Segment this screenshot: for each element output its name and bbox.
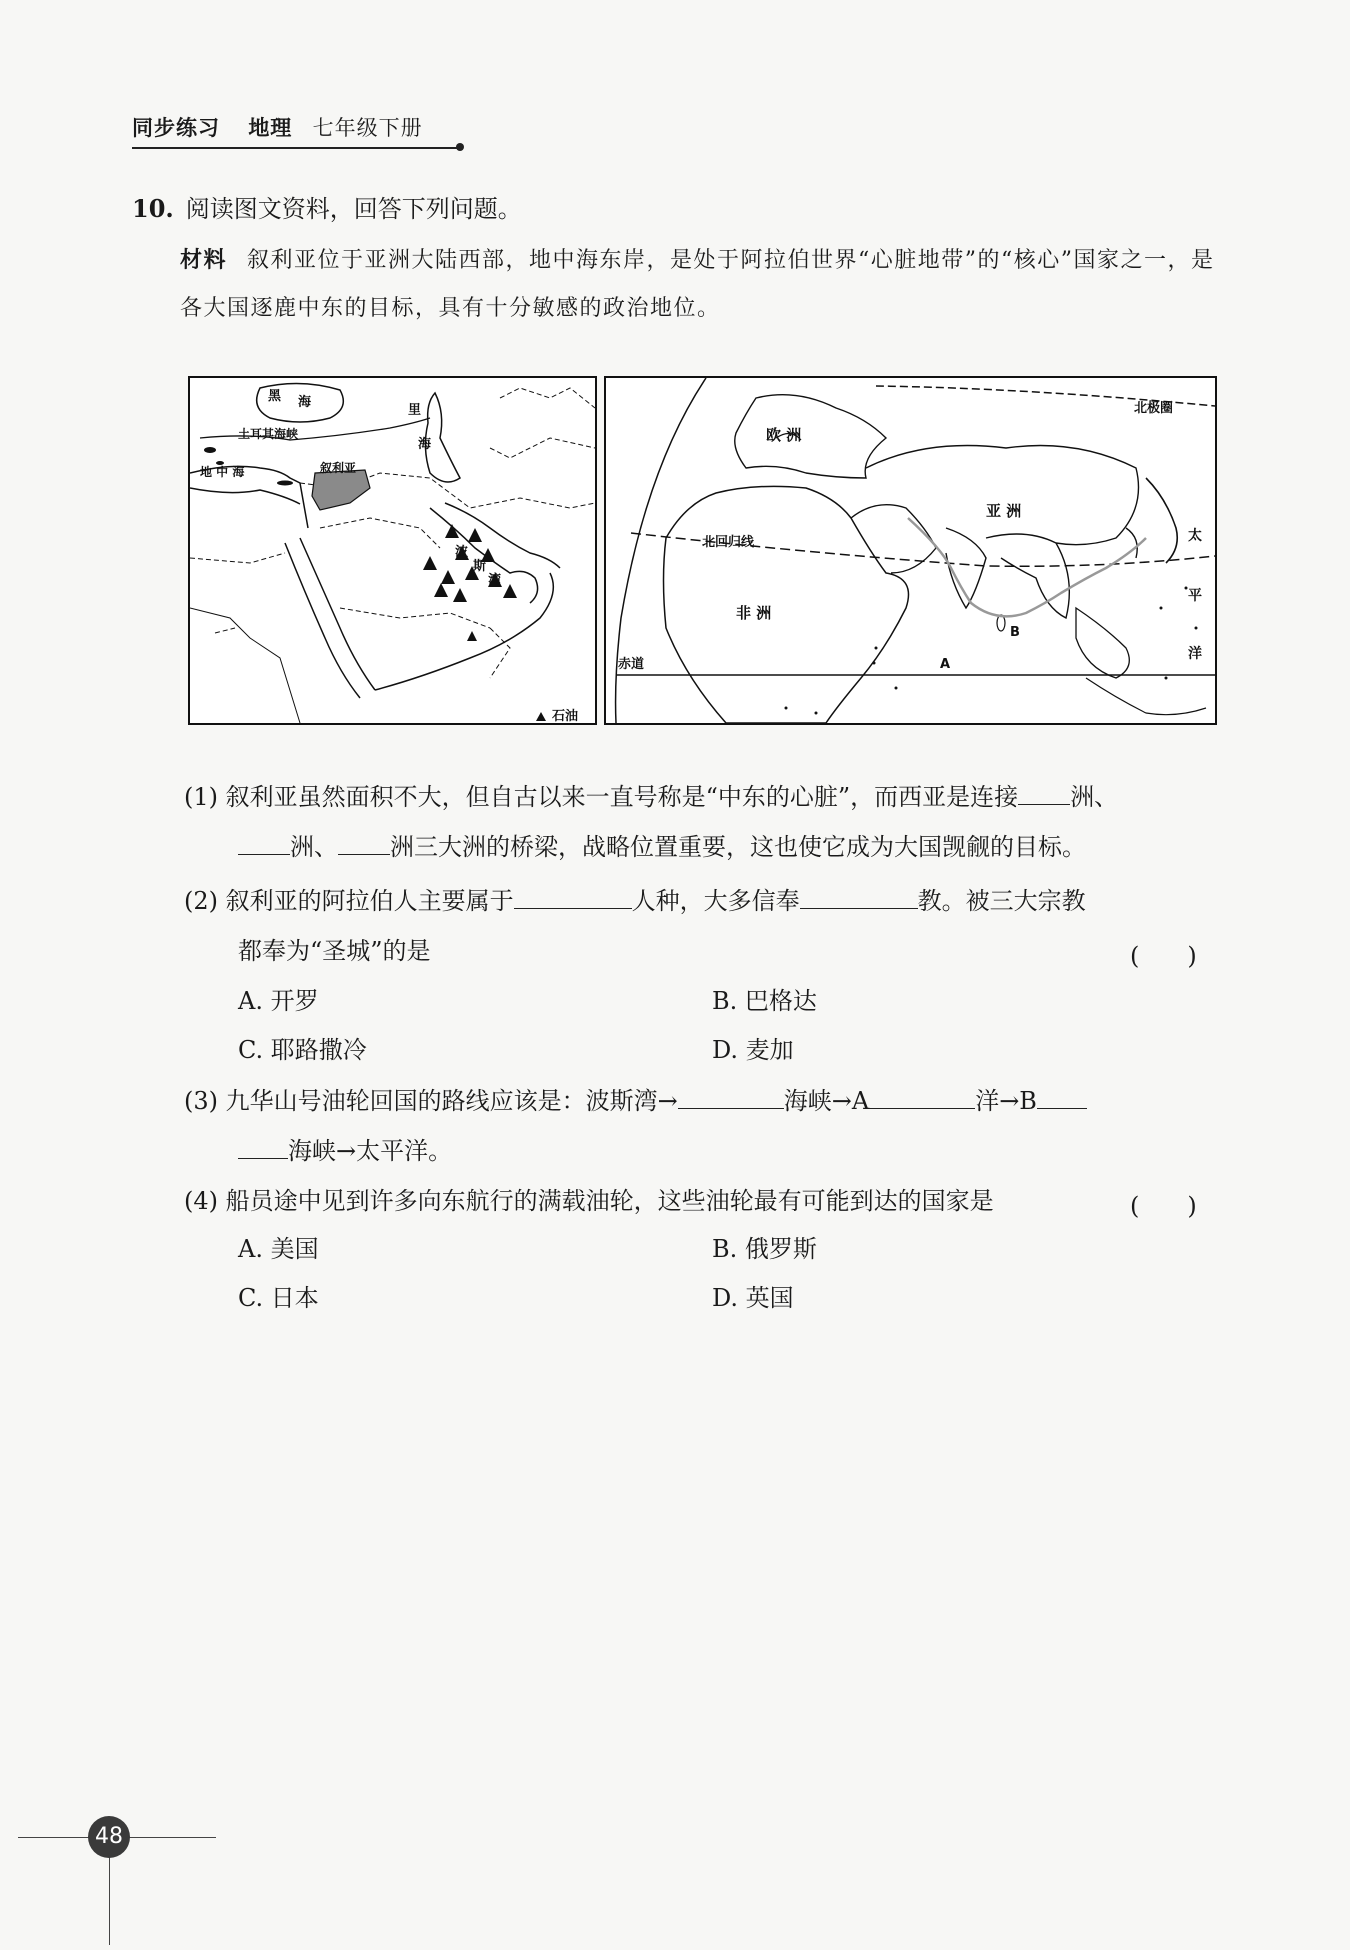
label-arctic-circle: 北极圈	[1134, 401, 1174, 416]
label-point-b: B	[1010, 625, 1020, 640]
sub2-text-b: 人种，大多信奉	[631, 887, 800, 915]
sub2-option-c[interactable]: C. 耶路撒冷	[238, 1036, 367, 1064]
label-asia: 亚 洲	[986, 502, 1022, 520]
sub1-text-a: 叙利亚虽然面积不大，但自古以来一直号称是“中东的心脏”，而西亚是连接	[225, 783, 1019, 811]
sub2-line1	[184, 884, 1086, 918]
sub1-text-c: 洲、	[290, 833, 338, 861]
label-pacific-1: 太	[1188, 528, 1202, 544]
sub2-option-d[interactable]: D. 麦加	[712, 1036, 794, 1064]
label-turkish-strait: 土耳其海峡	[238, 427, 299, 441]
sub2-option-b[interactable]: B. 巴格达	[712, 987, 817, 1015]
sub1-number: (1)	[184, 783, 218, 811]
sub2-text-c: 教。被三大宗教	[917, 887, 1086, 915]
label-caspian-2: 海	[418, 437, 432, 452]
sub4-option-a[interactable]: A. 美国	[238, 1235, 319, 1263]
sub4-line1	[184, 1184, 994, 1218]
sub2-blank-religion[interactable]	[800, 886, 918, 909]
sub2-answer-paren[interactable]: ( )	[1130, 942, 1197, 970]
label-tropic-of-cancer: 北回归线	[702, 535, 755, 550]
sub2-option-a[interactable]: A. 开罗	[238, 987, 319, 1015]
sub2-number: (2)	[184, 887, 218, 915]
header-series: 同步练习	[132, 116, 220, 140]
label-gulf-2: 斯	[473, 559, 487, 574]
oil-legend-icon	[536, 712, 546, 721]
route-map	[604, 376, 1217, 725]
sub3-text-c: 洋→B	[975, 1087, 1037, 1115]
sub2-blank-race[interactable]	[514, 886, 632, 909]
sub2-text-a: 叙利亚的阿拉伯人主要属于	[225, 887, 514, 915]
sub4-option-c[interactable]: C. 日本	[238, 1284, 319, 1312]
header-rule	[132, 147, 462, 149]
label-syria: 叙利亚	[320, 461, 357, 475]
sub4-option-b[interactable]: B. 俄罗斯	[712, 1235, 817, 1263]
sub2-line2: 都奉为“圣城”的是	[238, 937, 431, 965]
label-mediterranean: 地 中 海	[200, 465, 245, 479]
sub3-text-d: 海峡→太平洋。	[288, 1137, 453, 1165]
sub4-answer-paren[interactable]: ( )	[1130, 1192, 1197, 1220]
sub4-number: (4)	[184, 1187, 218, 1215]
sub3-blank-ocean[interactable]	[869, 1086, 975, 1109]
sub3-blank-strait1[interactable]	[678, 1086, 784, 1109]
label-gulf-1: 波	[455, 545, 469, 560]
question-number: 10.	[132, 194, 174, 223]
material-paragraph	[180, 237, 1230, 333]
footer-vertical-rule	[109, 1855, 110, 1945]
sub3-line2	[238, 1134, 452, 1168]
label-pacific-2: 平	[1188, 588, 1202, 604]
label-caspian-1: 里	[408, 403, 422, 418]
label-pacific-3: 洋	[1188, 646, 1202, 662]
label-black-sea-2: 海	[298, 395, 312, 410]
label-africa: 非 洲	[736, 604, 772, 622]
page-number: 48	[88, 1816, 130, 1858]
sub3-line1	[184, 1084, 1087, 1118]
sub1-line1	[184, 780, 1118, 814]
sub3-number: (3)	[184, 1087, 218, 1115]
sub1-line2	[238, 830, 1086, 864]
label-gulf-3: 湾	[488, 573, 502, 588]
label-black-sea-1: 黑	[268, 389, 282, 404]
middle-east-map	[188, 376, 597, 725]
question-title	[132, 192, 522, 226]
sub3-blank-strait2-a[interactable]	[1037, 1086, 1087, 1109]
sub1-text-d: 洲三大洲的桥梁，战略位置重要，这也使它成为大国觊觎的目标。	[390, 833, 1086, 861]
sub4-option-d[interactable]: D. 英国	[712, 1284, 794, 1312]
sub3-text-b: 海峡→A	[783, 1087, 870, 1115]
header-grade: 七年级下册	[312, 116, 423, 140]
sub3-text-a: 九华山号油轮回国的路线应该是：波斯湾→	[225, 1087, 678, 1115]
sub1-blank-3[interactable]	[338, 832, 390, 855]
header-subject: 地理	[248, 116, 293, 140]
label-europe: 欧 洲	[766, 426, 802, 444]
sub1-text-b: 洲、	[1070, 783, 1119, 811]
question-prompt: 阅读图文资料，回答下列问题。	[185, 195, 522, 223]
material-tag: 材料	[180, 248, 228, 273]
label-legend-oil: 石油	[552, 709, 579, 723]
book-header	[132, 112, 423, 142]
label-point-a: A	[940, 657, 951, 672]
label-equator: 赤道	[618, 657, 645, 672]
sub4-text: 船员途中见到许多向东航行的满载油轮，这些油轮最有可能到达的国家是	[225, 1187, 994, 1215]
header-dot	[456, 143, 464, 151]
sub3-blank-strait2-b[interactable]	[238, 1136, 288, 1159]
material-text: 叙利亚位于亚洲大陆西部，地中海东岸，是处于阿拉伯世界“心脏地带”的“核心”国家之一，是各大国逐鹿中东的目标，具有十分敏感的政治地位。	[180, 248, 1215, 321]
sub1-blank-2[interactable]	[238, 832, 290, 855]
sub1-blank-1[interactable]	[1018, 782, 1070, 805]
